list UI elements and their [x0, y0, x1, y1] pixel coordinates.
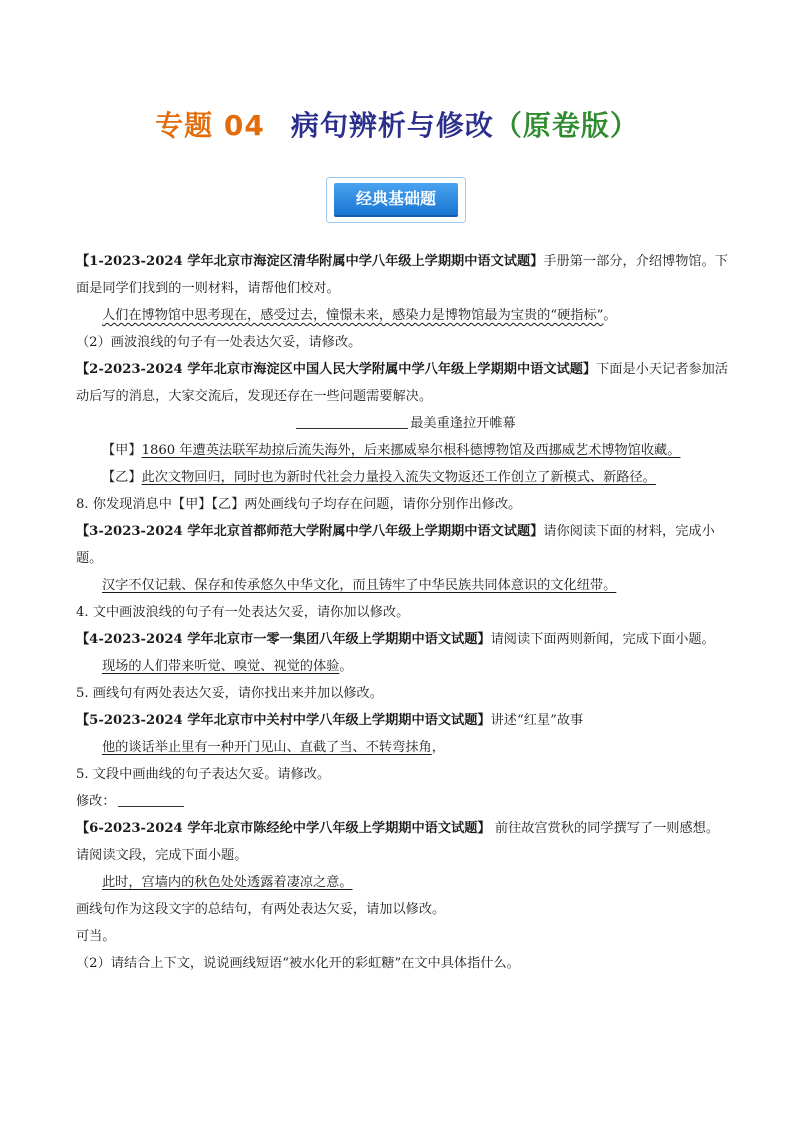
q3-intro: 请你阅读下面的材料，完成小题。	[76, 524, 715, 566]
q6-answer: 可当。	[76, 929, 116, 944]
q2-source: 【2-2023-2024 学年北京市海淀区中国人民大学附属中学八年级上学期期中语文试题】	[76, 362, 597, 377]
section-badge	[326, 177, 466, 223]
q5-revise-line	[76, 788, 736, 815]
q2-jia-line	[76, 437, 736, 464]
q5-revise-label: 修改：	[76, 794, 116, 809]
q5-source: 【5-2023-2024 学年北京市中关村中学八年级上学期期中语文试题】	[76, 713, 491, 728]
q6-intro1: 前往故宫赏秋的同学撰写了一则感想。	[490, 821, 720, 836]
q2-yi-label: 【乙】	[102, 470, 142, 485]
title-topic-number: 专题 04	[155, 109, 265, 142]
q6-intro2: 请阅读文段，完成下面小题。	[76, 848, 248, 863]
q1-source: 【1-2023-2024 学年北京市海淀区清华附属中学八年级上学期期中语文试题】	[76, 254, 544, 269]
q5-question: 5. 文段中画曲线的句子表达欠妥。请修改。	[76, 767, 331, 782]
q1-sentence-end: 。	[603, 308, 617, 323]
q5-intro: 讲述“红星”故事	[490, 713, 584, 728]
page-title	[0, 104, 794, 144]
title-topic-name: 病句辨析与修改	[290, 109, 494, 142]
q4-question: 5. 画线句有两处表达欠妥，请你找出来并加以修改。	[76, 686, 383, 701]
q2-jia-label: 【甲】	[102, 443, 142, 458]
q2-yi: 此次文物回归，同时也为新时代社会力量投入流失文物返还工作创立了新模式、新路径。	[141, 470, 656, 485]
q1-sentence: 人们在博物馆中思考现在，感受过去，憧憬未来，感染力是博物馆最为宝贵的“硬指标”	[102, 308, 604, 323]
q6-question: 画线句作为这段文字的总结句，有两处表达欠妥，请加以修改。	[76, 902, 446, 917]
q1-sentence-line	[76, 302, 736, 329]
q2-headline: 最美重逢拉开帷幕	[410, 416, 516, 431]
q2-intro: 下面是小天记者参加活动后写的消息，大家交流后，发现还存在一些问题需要解决。	[76, 362, 728, 404]
q2-question: 8. 你发现消息中【甲】【乙】两处画线句子均存在问题，请你分别作出修改。	[76, 497, 522, 512]
q3-source: 【3-2023-2024 学年北京首都师范大学附属中学八年级上学期期中语文试题】	[76, 524, 544, 539]
q5-sentence: 他的谈话举止里有一种开门见山、直截了当、不转弯抹角	[102, 740, 432, 755]
q4-sentence-line	[76, 653, 736, 680]
q6-question2: （2）请结合上下文，说说画线短语“被水化开的彩虹糖”在文中具体指什么。	[76, 956, 520, 971]
q4-intro: 请阅读下面两则新闻，完成下面小题。	[490, 632, 715, 647]
q2-headline-line	[76, 410, 736, 437]
document-body	[76, 248, 736, 977]
q4-sentence-end: 。	[339, 659, 353, 674]
q2-jia: 1860 年遭英法联军劫掠后流失海外，后来挪威皋尔根科德博物馆及西挪威艺术博物馆收藏。	[141, 443, 681, 458]
q5-sentence-end: ，	[431, 740, 445, 755]
q2-yi-line	[76, 464, 736, 491]
q3-source-line	[76, 518, 736, 572]
q6-sentence: 此时，宫墙内的秋色处处透露着凄凉之意。	[102, 875, 353, 890]
q6-sentence-line	[76, 869, 736, 896]
headline-blank	[296, 412, 408, 429]
q3-sentence: 汉字不仅记载、保存和传承悠久中华文化，而且铸牢了中华民族共同体意识的文化纽带。	[102, 578, 617, 593]
q4-sentence: 现场的人们带来听觉、嗅觉、视觉的体验	[102, 659, 340, 674]
q4-source-line	[76, 626, 736, 653]
q6-source: 【6-2023-2024 学年北京市陈经纶中学八年级上学期期中语文试题】	[76, 821, 491, 836]
title-version: （原卷版）	[493, 109, 639, 142]
q3-sentence-line	[76, 572, 736, 599]
q3-question: 4. 文中画波浪线的句子有一处表达欠妥，请你加以修改。	[76, 605, 410, 620]
q1-question: （2）画波浪线的句子有一处表达欠妥，请修改。	[76, 335, 362, 350]
q1-intro: 手册第一部分，介绍博物馆。下面是同学们找到的一则材料，请帮他们校对。	[76, 254, 728, 296]
q5-sentence-line	[76, 734, 736, 761]
q2-source-line	[76, 356, 736, 410]
q5-source-line	[76, 707, 736, 734]
badge-label: 经典基础题	[334, 183, 458, 215]
q1-source-line	[76, 248, 736, 302]
q4-source: 【4-2023-2024 学年北京市一零一集团八年级上学期期中语文试题】	[76, 632, 491, 647]
answer-blank	[118, 790, 184, 807]
q6-source-line	[76, 815, 736, 842]
